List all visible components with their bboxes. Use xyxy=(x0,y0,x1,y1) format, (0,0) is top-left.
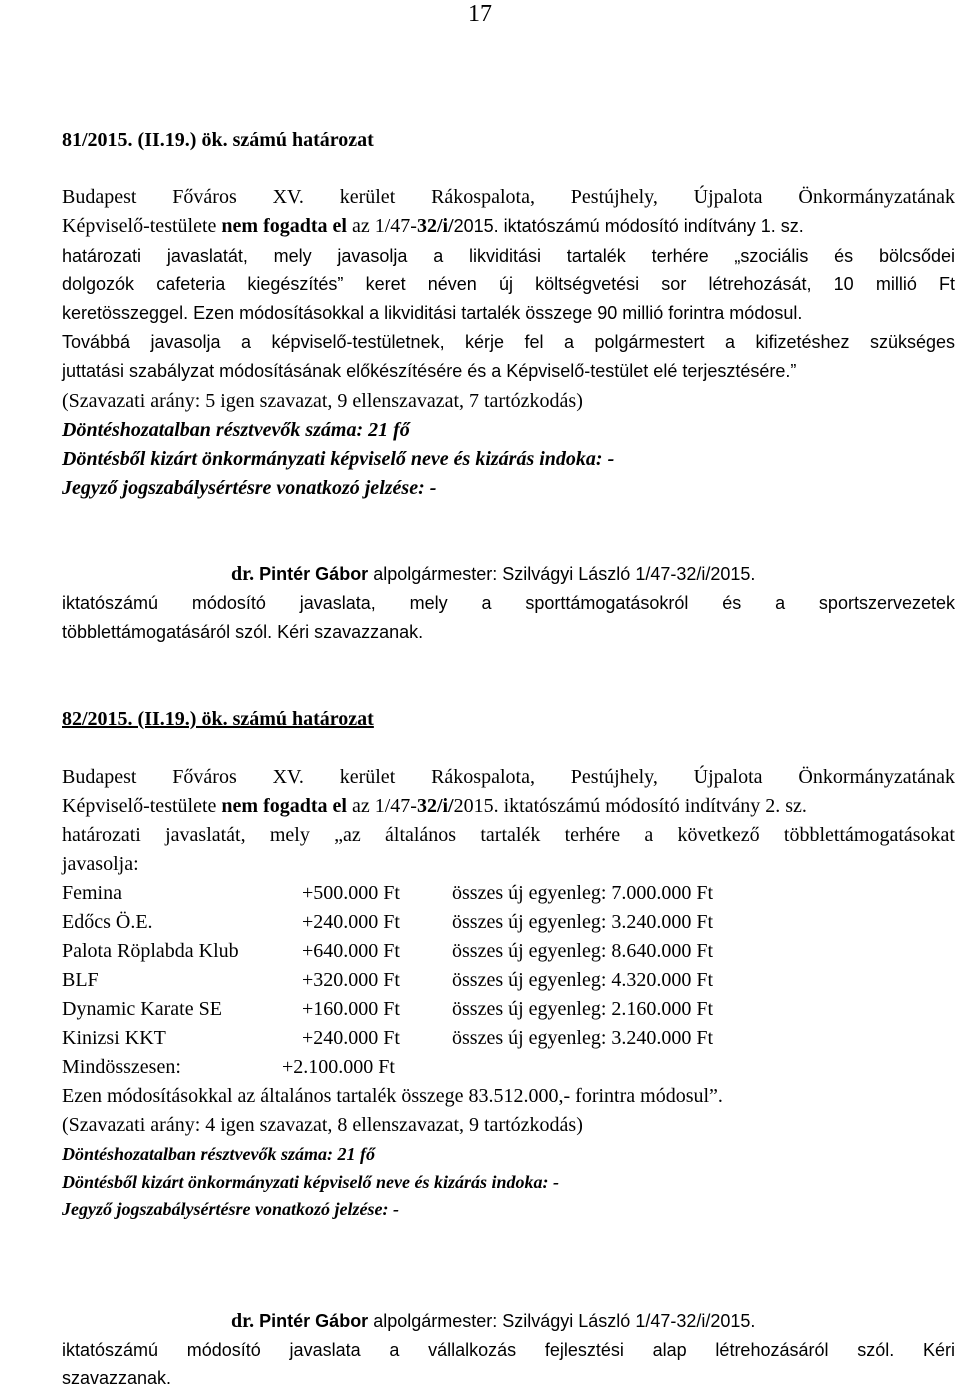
total-value: +2.100.000 Ft xyxy=(282,1056,395,1078)
resolution-81-excluded: Döntésből kizárt önkormányzati képviselő neve és kizárás indoka: - xyxy=(62,448,615,470)
text-span: 2015. iktatószámú módosító indítvány 2. sz. xyxy=(453,795,807,817)
club-name: Dynamic Karate SE xyxy=(62,998,222,1020)
text-span: az 1/47- xyxy=(346,795,417,817)
speech-2-line-1 xyxy=(231,1309,955,1333)
speech-1-line-3: többlettámogatásáról szól. Kéri szavazzanak. xyxy=(62,622,424,642)
speech-1-line-1 xyxy=(231,562,955,586)
resolution-81-line-6: Továbbá javasolja a képviselő-testületnek, kérje fel a polgármestert a kifizetéshez szükséges xyxy=(62,332,955,352)
speaker-title: dr. xyxy=(231,1310,255,1332)
club-total: összes új egyenleg: 7.000.000 Ft xyxy=(452,882,714,904)
not-adopted-bold: nem fogadta el xyxy=(221,795,347,817)
resolution-81-vote: (Szavazati arány: 5 igen szavazat, 9 ellenszavazat, 7 tartózkodás) xyxy=(62,390,583,412)
club-total: összes új egyenleg: 8.640.000 Ft xyxy=(452,940,714,962)
club-amount: +320.000 Ft xyxy=(302,969,400,991)
text-span: az 1/47- xyxy=(346,215,417,237)
resolution-81-notary: Jegyző jogszabálysértésre vonatkozó jelzése: - xyxy=(62,477,437,499)
club-total: összes új egyenleg: 3.240.000 Ft xyxy=(452,911,714,933)
club-name: Palota Röplabda Klub xyxy=(62,940,239,962)
speaker-name: Pintér Gábor xyxy=(259,1311,369,1331)
registry-bold: 32/i/ xyxy=(416,215,454,237)
club-name: Edőcs Ö.E. xyxy=(62,911,153,933)
speech-2-line-2: iktatószámú módosító javaslata a vállalkozás fejlesztési alap létrehozásáról szól. Kéri xyxy=(62,1340,955,1360)
speech-1-line-2: iktatószámú módosító javaslata, mely a sporttámogatásokról és a sportszervezetek xyxy=(62,593,955,613)
text-span: alpolgármester: Szilvágyi László 1/47-32/i/2015. xyxy=(373,564,756,584)
club-name: BLF xyxy=(62,969,99,991)
club-amount: +500.000 Ft xyxy=(302,882,400,904)
resolution-81-line-2 xyxy=(62,214,955,238)
resolution-81-line-3: határozati javaslatát, mely javasolja a likviditási tartalék terhére „szociális és bölcsődei xyxy=(62,246,955,266)
speaker-title: dr. xyxy=(231,563,255,585)
club-total: összes új egyenleg: 2.160.000 Ft xyxy=(452,998,714,1020)
club-amount: +160.000 Ft xyxy=(302,998,400,1020)
speaker-name: Pintér Gábor xyxy=(259,564,369,584)
resolution-82-line-5: Ezen módosításokkal az általános tartalék összege 83.512.000,- forintra módosul”. xyxy=(62,1085,723,1107)
resolution-82-heading: 82/2015. (II.19.) ök. számú határozat xyxy=(62,708,374,730)
resolution-82-line-1: Budapest Főváros XV. kerület Rákospalota, Pestújhely, Újpalota Önkormányzatának xyxy=(62,766,955,788)
speech-2-line-3: szavazzanak. xyxy=(62,1368,172,1388)
resolution-81-line-7: juttatási szabályzat módosításának előkészítésére és a Képviselő-testület elé terjesztésére.” xyxy=(62,361,797,381)
resolution-81-line-4: dolgozók cafeteria kiegészítés” keret néven új költségvetési sor létrehozását, 10 millió Ft xyxy=(62,274,955,294)
resolution-81-line-1: Budapest Főváros XV. kerület Rákospalota, Pestújhely, Újpalota Önkormányzatának xyxy=(62,186,955,208)
resolution-82-vote: (Szavazati arány: 4 igen szavazat, 8 ellenszavazat, 9 tartózkodás) xyxy=(62,1114,583,1136)
text-span: 2015. iktatószámú módosító indítvány 1. sz. xyxy=(453,216,804,236)
resolution-82-line-3: határozati javaslatát, mely „az általános tartalék terhére a következő többlettámogatásokat xyxy=(62,824,955,846)
resolution-82-line-4: javasolja: xyxy=(62,853,139,875)
club-amount: +240.000 Ft xyxy=(302,1027,400,1049)
text-span: Képviselő-testülete xyxy=(62,795,222,817)
resolution-81-heading: 81/2015. (II.19.) ök. számú határozat xyxy=(62,129,374,151)
club-amount: +640.000 Ft xyxy=(302,940,400,962)
resolution-82-line-2 xyxy=(62,794,955,818)
resolution-82-excluded: Döntésből kizárt önkormányzati képviselő neve és kizárás indoka: - xyxy=(62,1172,560,1192)
not-adopted-bold: nem fogadta el xyxy=(221,215,347,237)
text-span: alpolgármester: Szilvágyi László 1/47-32/i/2015. xyxy=(373,1311,756,1331)
club-name: Femina xyxy=(62,882,122,904)
text-span: Képviselő-testülete xyxy=(62,215,222,237)
resolution-81-line-5: keretösszeggel. Ezen módosításokkal a likviditási tartalék összege 90 millió forintra módosul. xyxy=(62,303,803,323)
page-number: 17 xyxy=(468,1,492,27)
club-name: Kinizsi KKT xyxy=(62,1027,166,1049)
total-label: Mindösszesen: xyxy=(62,1056,181,1078)
resolution-81-participants: Döntéshozatalban résztvevők száma: 21 fő xyxy=(62,419,410,441)
club-total: összes új egyenleg: 4.320.000 Ft xyxy=(452,969,714,991)
club-total: összes új egyenleg: 3.240.000 Ft xyxy=(452,1027,714,1049)
resolution-82-notary: Jegyző jogszabálysértésre vonatkozó jelzése: - xyxy=(62,1199,399,1219)
registry-bold: 32/i/ xyxy=(416,795,454,817)
club-amount: +240.000 Ft xyxy=(302,911,400,933)
resolution-82-participants: Döntéshozatalban résztvevők száma: 21 fő xyxy=(62,1144,376,1164)
